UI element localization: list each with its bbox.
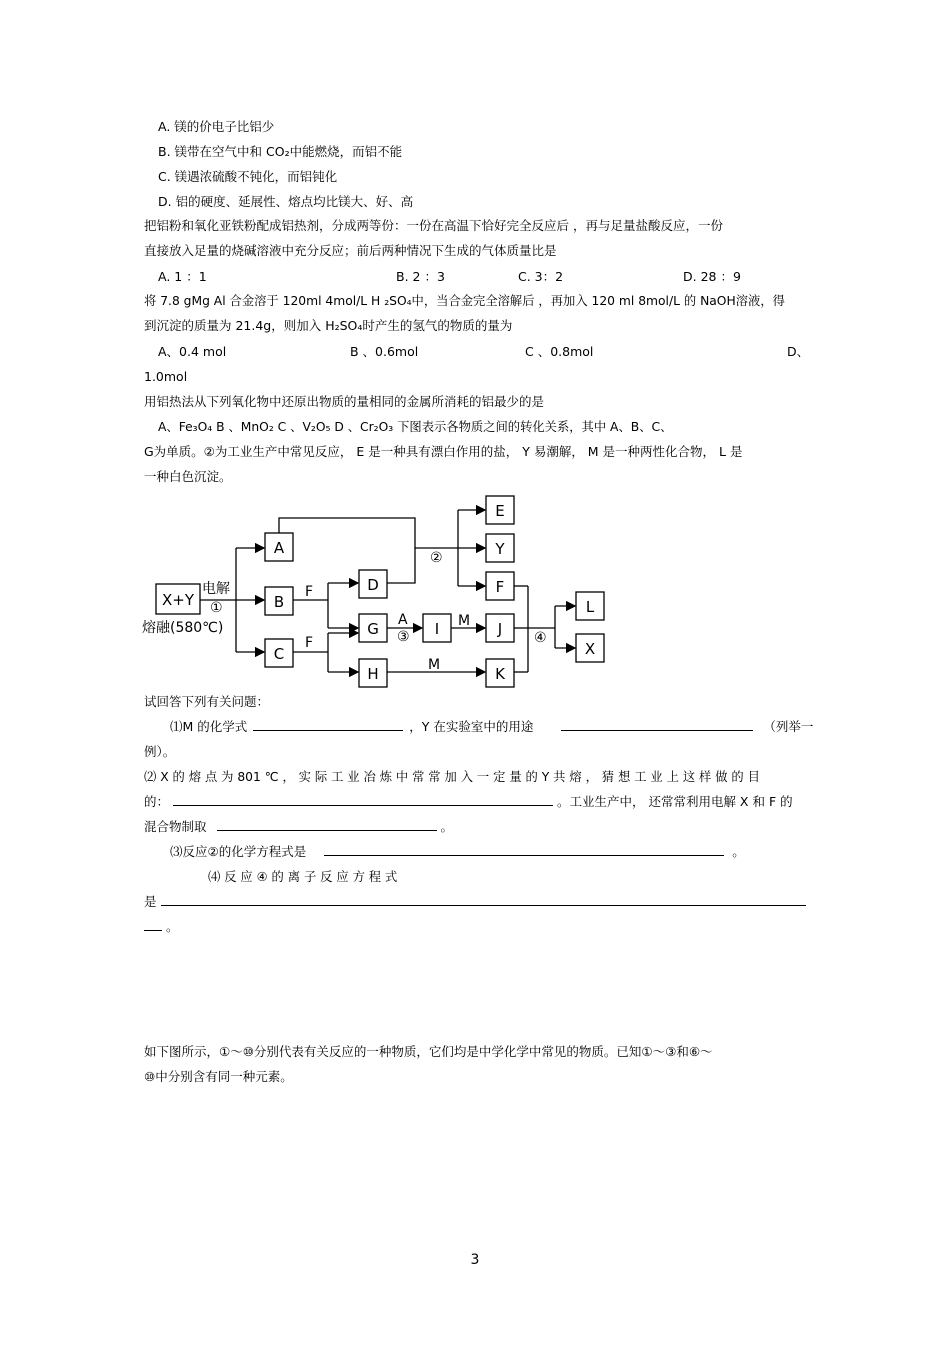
q1-option-d: D. 铝的硬度、延展性、熔点均比镁大、好、高: [158, 194, 414, 209]
answer-blank-purpose[interactable]: [173, 793, 553, 806]
node-g-label: G: [367, 620, 379, 638]
answer-blank-ionic-equation-cont[interactable]: [144, 918, 162, 931]
question-4-line3: [144, 918, 179, 936]
q4-line3: 一种白色沉淀。: [144, 469, 232, 484]
q3-option-c: C 、0.8mol: [525, 344, 594, 359]
step-4-label: ④: [534, 630, 547, 646]
question-1-text-c: （列举一: [763, 719, 814, 734]
answer-blank-y-use[interactable]: [561, 718, 753, 731]
node-l-label: L: [585, 598, 595, 616]
node-b-label: B: [273, 593, 285, 611]
answer-blank-equation-2[interactable]: [324, 843, 724, 856]
answer-blank-ionic-equation[interactable]: [161, 893, 806, 906]
node-h-label: H: [367, 665, 379, 683]
step-2-label: ②: [430, 550, 443, 566]
node-xy-label: X+Y: [161, 591, 195, 609]
answer-blank-m-formula[interactable]: [253, 718, 403, 731]
question-3-text-a: ⑶反应②的化学方程式是: [170, 844, 307, 859]
questions-intro: 试回答下列有关问题：: [144, 694, 270, 709]
q3-option-b: B 、0.6mol: [350, 344, 419, 359]
q2-option-d: D. 28 ：9: [683, 269, 741, 284]
edge-m-label-1: M: [458, 613, 471, 629]
question-2-line1: ⑵ X 的 熔 点 为 801 ℃ ， 实 际 工 业 冶 炼 中 常 常 加 入 一 定 量 的 Y 共 熔 ， 猜 想 工 业 上 这 样 做 的 目: [144, 770, 760, 784]
q2-stem-line1: 把铝粉和氧化亚铁粉配成铝热剂，分成两等份：一份在高温下恰好完全反应后 ，再与足量盐酸反应，一份: [144, 218, 723, 233]
question-1-text-b: ，Y 在实验室中的用途: [409, 719, 534, 734]
q1-option-a: A. 镁的价电子比铝少: [158, 119, 275, 134]
question-3-text-b: 。: [732, 844, 745, 859]
q1-option-b: B. 镁带在空气中和 CO₂中能燃烧，而铝不能: [158, 144, 403, 159]
step-1-label: ①: [210, 600, 223, 616]
question-2-line3: [144, 818, 453, 836]
q4-stem: 用铝热法从下列氧化物中还原出物质的量相同的金属所消耗的铝最少的是: [144, 394, 545, 409]
q2-option-b: B. 2 ：3: [396, 269, 445, 284]
page-number: 3: [470, 1252, 480, 1268]
edge-f-label-2: F: [305, 635, 314, 651]
node-e-label: E: [495, 502, 505, 520]
q3-stem-line2: 到沉淀的质量为 21.4g，则加入 H₂SO₄时产生的氢气的物质的量为: [144, 318, 513, 333]
question-4-line1: ⑷ 反 应 ④ 的 离 子 反 应 方 程 式: [208, 870, 398, 884]
q2-stem-line2: 直接放入足量的烧碱溶液中充分反应；前后两种情况下生成的气体质量比是: [144, 243, 557, 258]
q3-option-a: A、0.4 mol: [158, 344, 227, 359]
answer-blank-product[interactable]: [217, 818, 437, 831]
question-4-line2: [144, 893, 806, 911]
question-1-text-a: ⑴M 的化学式: [170, 719, 248, 734]
q2-option-c: C. 3：2: [518, 269, 564, 284]
question-4-text-c: 。: [165, 919, 179, 934]
question-1-end: 例）。: [144, 744, 176, 759]
node-k-label: K: [495, 665, 505, 683]
question-2-text-e: 。: [440, 819, 453, 834]
step-3-label: ③: [397, 629, 410, 645]
question-2-line2: [144, 793, 793, 811]
q3-option-d-value: 1.0mol: [144, 369, 188, 384]
q3-option-d: D、: [787, 344, 810, 359]
electrolysis-label: 电解: [202, 581, 230, 597]
question-1: [170, 718, 813, 736]
question-2-text-b: 的：: [144, 794, 170, 809]
edge-m-label-2: M: [428, 657, 441, 673]
question-2-text-d: 混合物制取: [144, 819, 207, 834]
question-4-text-b: 是: [144, 894, 157, 909]
molten-label: 熔融(580℃): [142, 620, 224, 636]
node-y-label: Y: [495, 540, 505, 558]
next-question-line1: 如下图所示，①～⑩分别代表有关反应的一种物质，它们均是中学化学中常见的物质。已知①～③和⑥～: [144, 1044, 713, 1059]
node-j-label: J: [497, 620, 503, 638]
node-c-label: C: [273, 645, 285, 663]
question-3: [170, 843, 745, 861]
q2-option-a: A. 1 ：1: [158, 269, 207, 284]
node-d-label: D: [367, 576, 379, 594]
q4-line2: G为单质。②为工业生产中常见反应， E 是一种具有漂白作用的盐， Y 易潮解， M 是一种两性化合物， L 是: [144, 444, 743, 459]
question-2-text-c: 。工业生产中， 还常常利用电解 X 和 F 的: [556, 794, 793, 809]
conversion-diagram: [140, 488, 620, 693]
node-x-label: X: [584, 640, 596, 658]
node-i-label: I: [434, 620, 440, 638]
q1-option-c: C. 镁遇浓硫酸不钝化，而铝钝化: [158, 169, 338, 184]
edge-f-label-1: F: [305, 584, 314, 600]
q3-stem-line1: 将 7.8 gMg Al 合金溶于 120ml 4mol/L H ₂SO₄中，当合金完全溶解后 ，再加入 120 ml 8mol/L 的 NaOH溶液，得: [144, 294, 785, 308]
node-f-label: F: [495, 578, 505, 596]
node-a-label: A: [273, 539, 285, 557]
edge-a-label: A: [398, 612, 408, 628]
q4-options-line: A、Fe₃O₄ B 、MnO₂ C 、V₂O₅ D 、Cr₂O₃ 下图表示各物质之间的转化关系，其中 A、B、C、: [158, 420, 673, 434]
next-question-line2: ⑩中分别含有同一种元素。: [144, 1069, 293, 1084]
